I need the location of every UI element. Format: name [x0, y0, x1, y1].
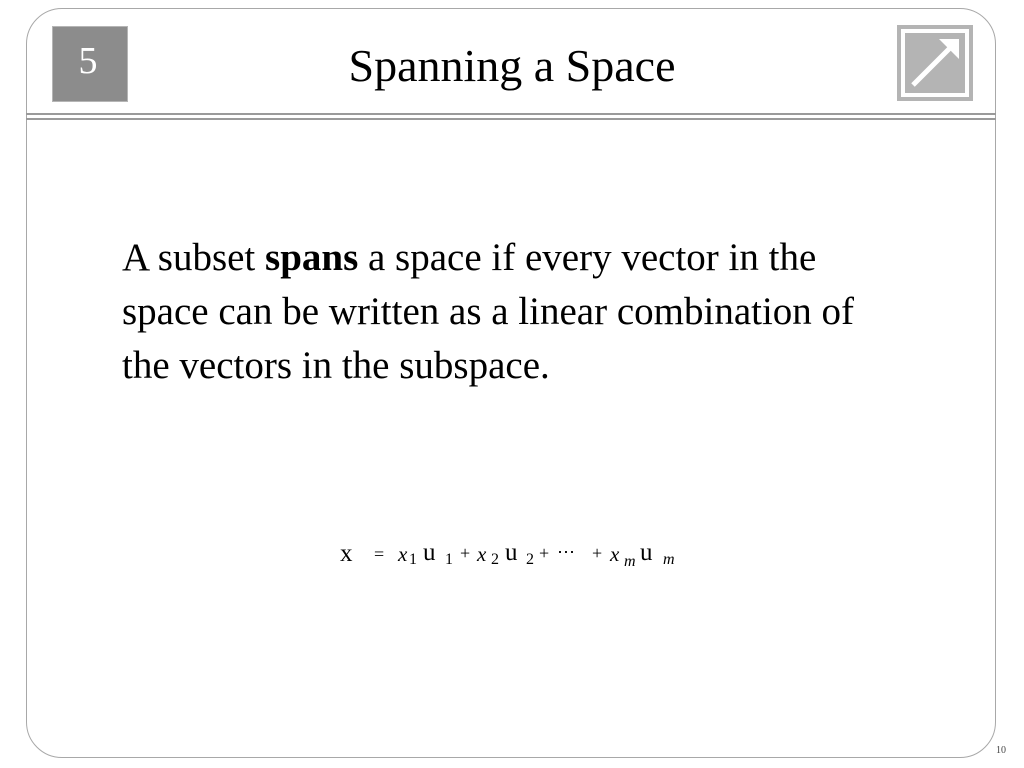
- eq-plus-2: +: [539, 543, 550, 563]
- eq-coef-xm: x: [610, 542, 620, 566]
- slide-title: Spanning a Space: [348, 40, 676, 91]
- eq-ellipsis: ⋯: [557, 542, 575, 562]
- definition-rest: a space if every vector in the space can be written as a linear combination of the vectors in the subspace.: [122, 236, 855, 387]
- eq-coef-x2: x: [477, 542, 487, 566]
- eq-plus-3: +: [592, 543, 603, 563]
- eq-sub-ma: m: [624, 553, 636, 570]
- eq-equals: =: [374, 544, 385, 564]
- expand-arrow-icon: [897, 25, 973, 101]
- eq-coef-x1: x: [398, 542, 408, 566]
- eq-lhs-x: x: [340, 540, 353, 567]
- eq-plus-1: +: [460, 543, 471, 563]
- span-equation: [338, 532, 698, 582]
- definition-paragraph: [122, 231, 892, 393]
- chapter-badge: [52, 26, 128, 102]
- eq-sub-2a: 2: [491, 551, 499, 568]
- page-number: 10: [996, 745, 1006, 756]
- definition-lead: A subset: [122, 236, 266, 279]
- eq-vec-um: u: [640, 539, 653, 566]
- eq-vec-u2: u: [505, 539, 518, 566]
- defined-term: spans: [265, 236, 359, 279]
- eq-sub-1a: 1: [409, 551, 417, 568]
- eq-sub-mb: m: [663, 551, 675, 568]
- header-rule-top: [26, 113, 996, 115]
- header-rule-bottom: [26, 118, 996, 120]
- eq-sub-1b: 1: [445, 551, 453, 568]
- nav-button[interactable]: [897, 25, 973, 101]
- eq-vec-u1: u: [423, 539, 436, 566]
- chapter-number: 5: [78, 40, 98, 82]
- eq-sub-2b: 2: [526, 551, 534, 568]
